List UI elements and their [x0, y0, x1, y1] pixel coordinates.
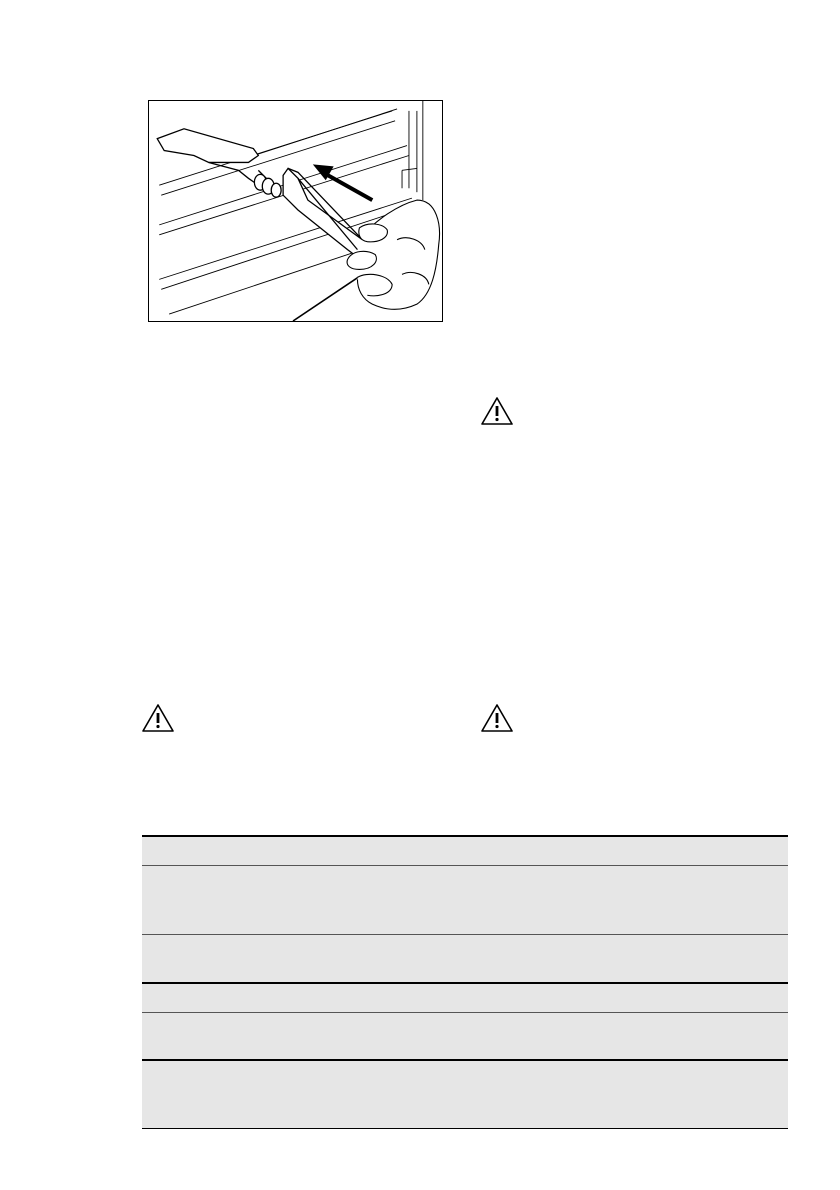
table-row: [142, 865, 788, 934]
table-header-row: [142, 835, 788, 865]
warning-triangle-icon: [141, 703, 175, 733]
door-glass-removal-illustration: [148, 100, 443, 322]
table-row: [142, 934, 788, 982]
hand-illustration: [347, 200, 439, 309]
warning-triangle-icon: [480, 396, 514, 426]
warning-triangle-icon: [480, 703, 514, 733]
troubleshooting-table: [142, 835, 788, 1129]
table-header-row: [142, 982, 788, 1012]
table-row: [142, 1012, 788, 1059]
table-row: [142, 1059, 788, 1129]
